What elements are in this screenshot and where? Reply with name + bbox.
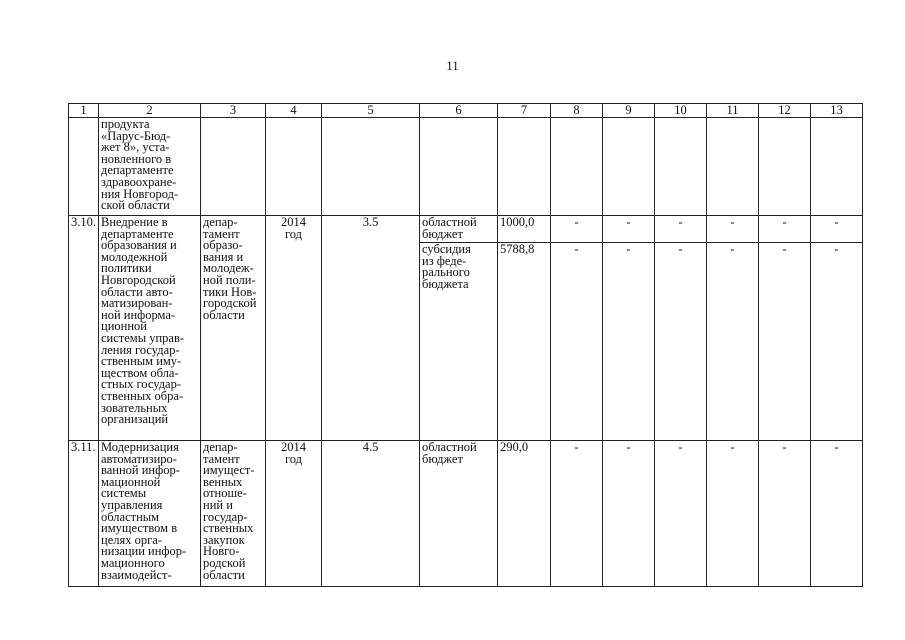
- header-cell: 5: [322, 104, 420, 118]
- num-cell: 3.10.: [69, 216, 99, 441]
- year-cell: 2014 год: [266, 441, 322, 587]
- header-cell: 9: [603, 104, 655, 118]
- value-cell: [811, 118, 863, 216]
- amount-cell: 5788,8: [498, 243, 551, 441]
- value-cell: -: [655, 243, 707, 441]
- value-cell: -: [551, 441, 603, 587]
- program-table: [68, 103, 863, 587]
- value-cell: -: [655, 441, 707, 587]
- value-cell: -: [811, 441, 863, 587]
- name-cell: Модернизация автоматизиро- ванной инфор- мационной системы управления областным имуществом в целях орга- низации инфор- мационного взаимодейст-: [99, 441, 201, 587]
- num-cell: [69, 118, 99, 216]
- table-row-3-11: [69, 441, 863, 587]
- value-cell: -: [603, 216, 655, 243]
- header-cell: 8: [551, 104, 603, 118]
- executor-cell: [201, 118, 266, 216]
- target-cell: 4.5: [322, 441, 420, 587]
- value-cell: -: [811, 216, 863, 243]
- value-cell: [655, 118, 707, 216]
- executor-cell: депар- тамент имущест- венных отноше- ний и государ- ственных закупок Новго- родской области: [201, 441, 266, 587]
- table-row-3-10: [69, 216, 863, 243]
- year-cell: [266, 118, 322, 216]
- value-cell: -: [707, 216, 759, 243]
- amount-cell: 290,0: [498, 441, 551, 587]
- executor-cell: депар- тамент образо- вания и молодеж- ной поли- тики Нов- городской области: [201, 216, 266, 441]
- amount-cell: 1000,0: [498, 216, 551, 243]
- page-number: 11: [446, 58, 459, 73]
- header-cell: 2: [99, 104, 201, 118]
- value-cell: [707, 118, 759, 216]
- header-cell: 3: [201, 104, 266, 118]
- amount-cell: [498, 118, 551, 216]
- value-cell: -: [759, 243, 811, 441]
- value-cell: -: [759, 216, 811, 243]
- value-cell: [551, 118, 603, 216]
- value-cell: -: [707, 441, 759, 587]
- header-cell: 11: [707, 104, 759, 118]
- table-row-continued: [69, 118, 863, 216]
- header-cell: 10: [655, 104, 707, 118]
- source-cell: областной бюджет: [420, 441, 498, 587]
- source-cell: [420, 118, 498, 216]
- header-cell: 12: [759, 104, 811, 118]
- value-cell: -: [811, 243, 863, 441]
- value-cell: -: [551, 216, 603, 243]
- name-cell: Внедрение в департаменте образования и молодежной политики Новгородской области авто- матизирован- ной информа- ционной системы управ- ления государ- ственным иму- ществом обла- стных государ- ственных обра- зовательных организаций: [99, 216, 201, 441]
- source-cell: субсидия из феде- рального бюджета: [420, 243, 498, 441]
- header-row: [69, 104, 863, 118]
- name-cell: продукта «Парус-Бюд- жет 8», уста- новленного в департаменте здравоохране- ния Новгород- ской области: [99, 118, 201, 216]
- header-cell: 1: [69, 104, 99, 118]
- value-cell: -: [551, 243, 603, 441]
- year-cell: 2014 год: [266, 216, 322, 441]
- header-cell: 13: [811, 104, 863, 118]
- header-cell: 4: [266, 104, 322, 118]
- header-cell: 7: [498, 104, 551, 118]
- target-cell: 3.5: [322, 216, 420, 441]
- value-cell: -: [707, 243, 759, 441]
- value-cell: -: [759, 441, 811, 587]
- num-cell: 3.11.: [69, 441, 99, 587]
- source-cell: областной бюджет: [420, 216, 498, 243]
- value-cell: -: [655, 216, 707, 243]
- value-cell: [603, 118, 655, 216]
- value-cell: -: [603, 243, 655, 441]
- value-cell: [759, 118, 811, 216]
- target-cell: [322, 118, 420, 216]
- header-cell: 6: [420, 104, 498, 118]
- value-cell: -: [603, 441, 655, 587]
